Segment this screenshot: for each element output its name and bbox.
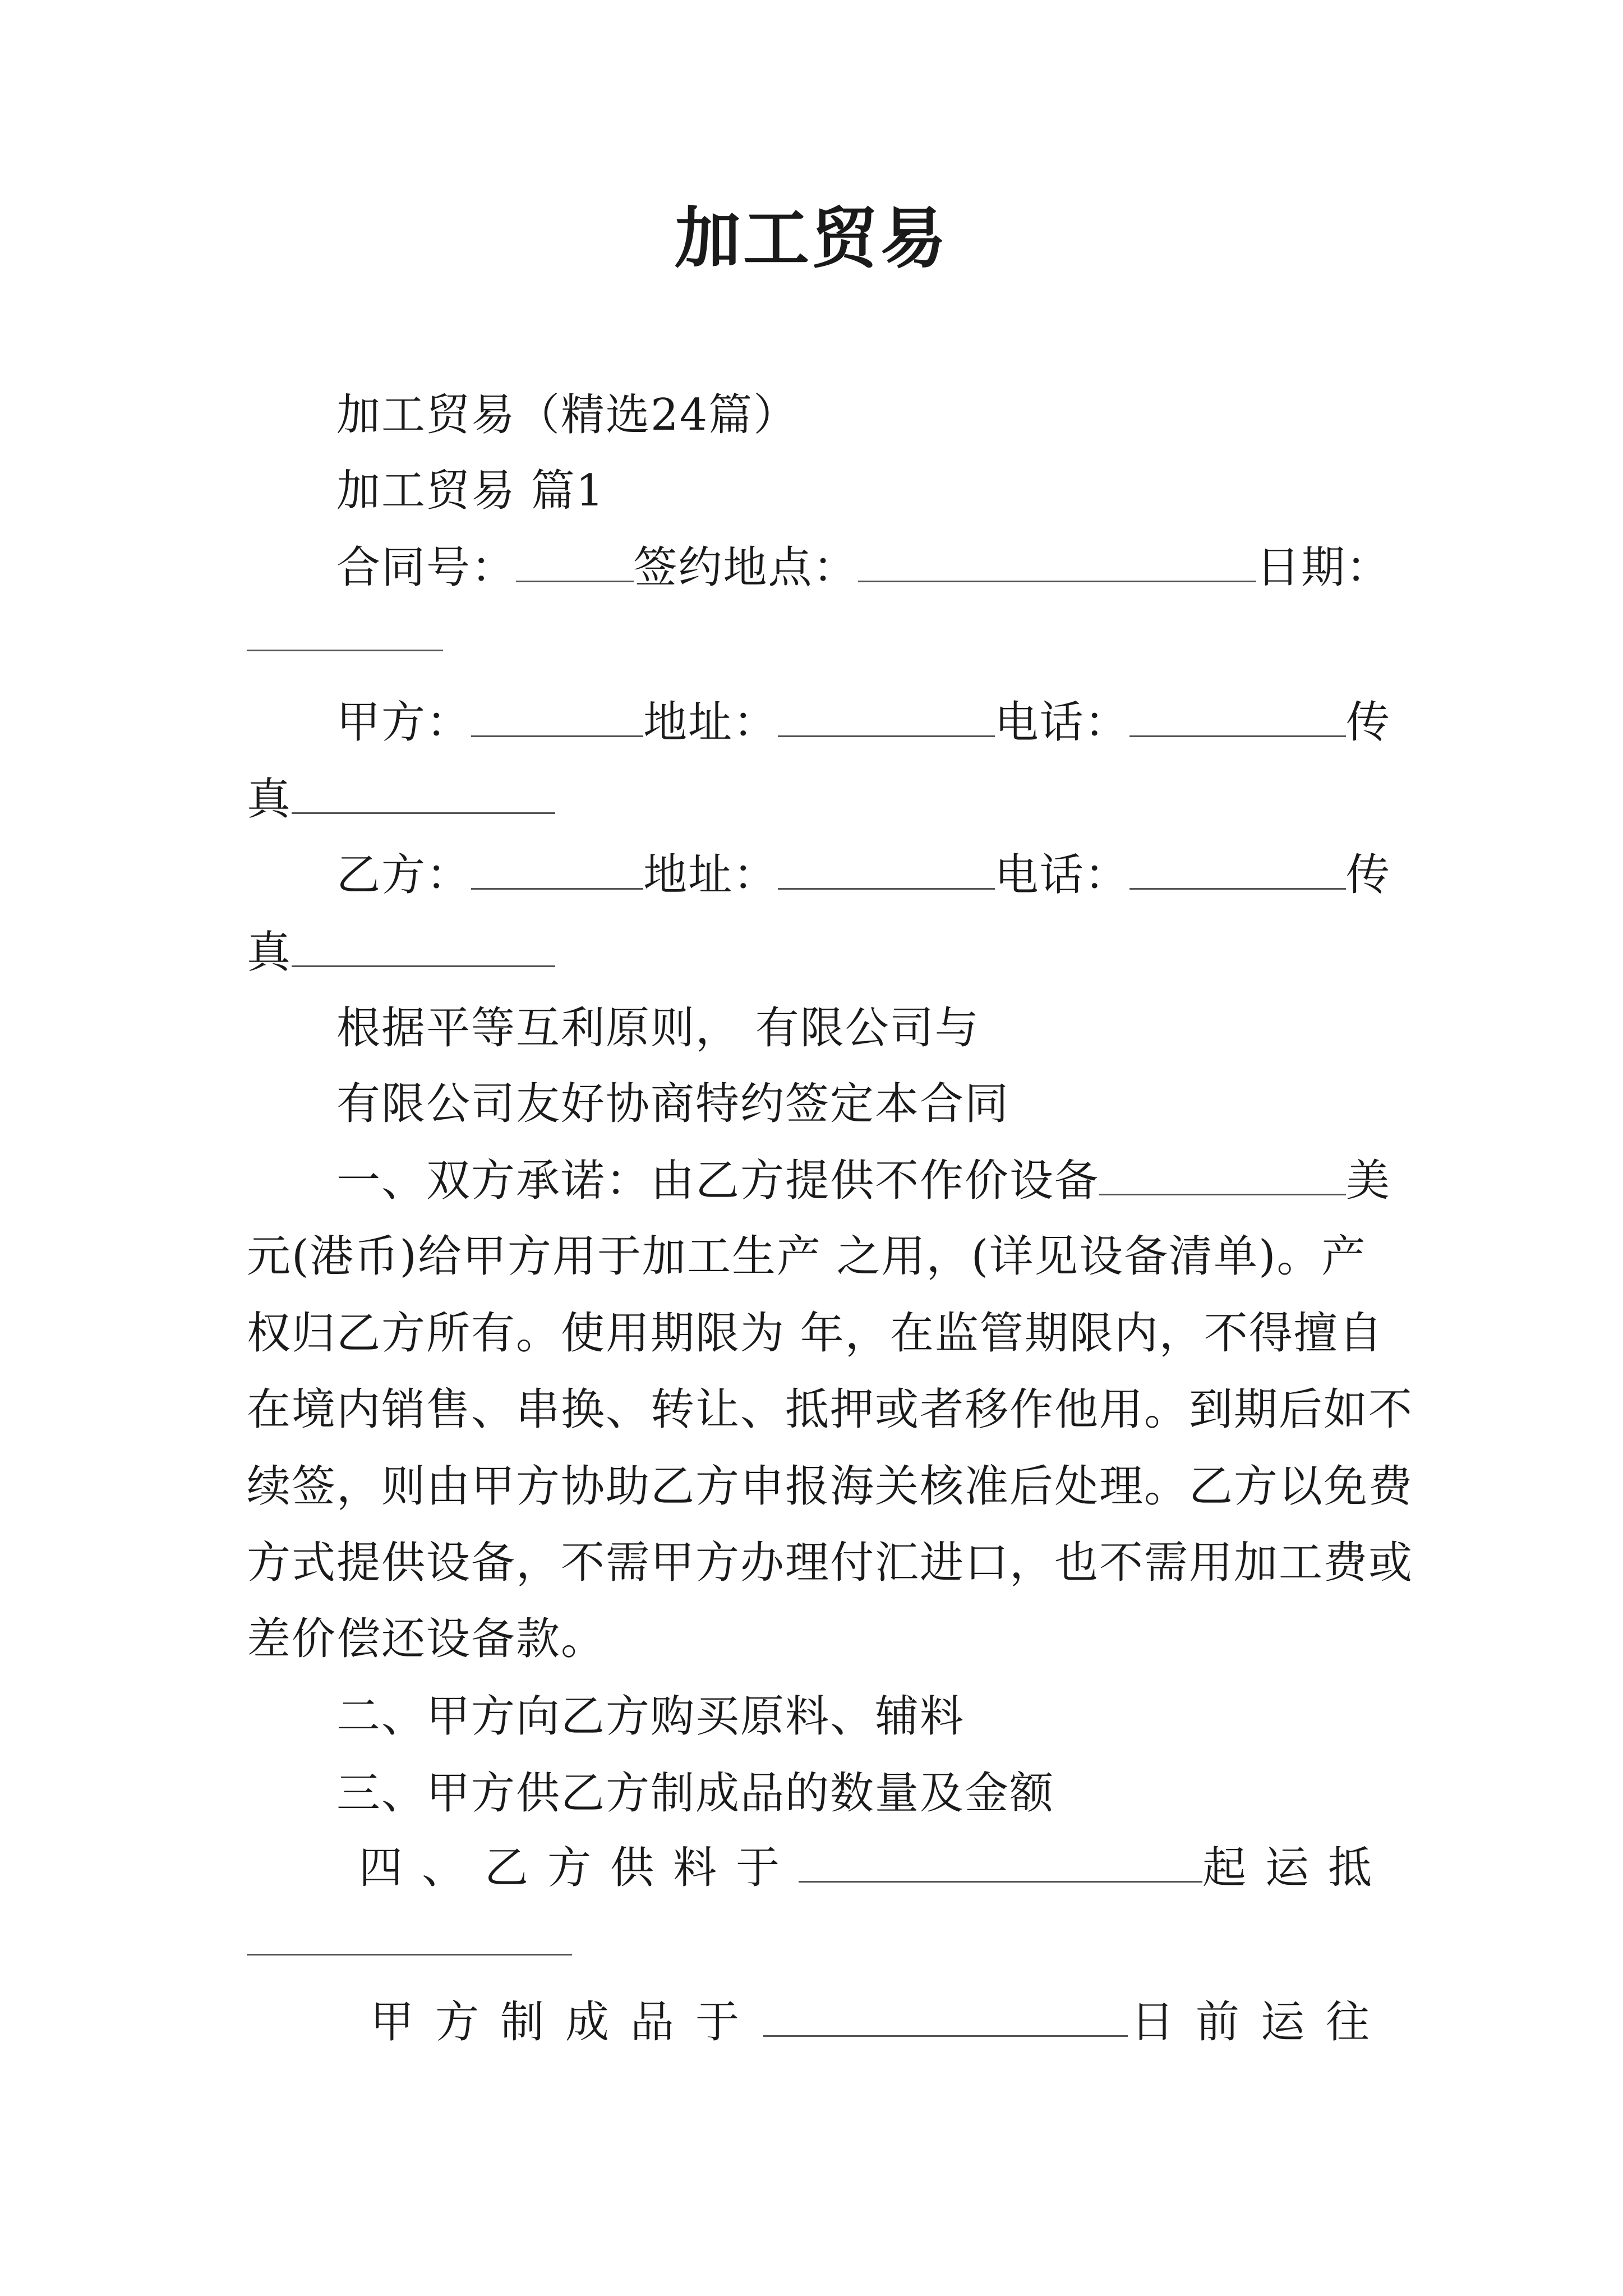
clause2-line: 二、甲方向乙方购买原料、辅料	[336, 1691, 965, 1742]
clause4-line	[359, 1840, 1391, 1896]
sign-place-label: 签约地点：	[633, 542, 858, 593]
party-a-fax-line	[247, 771, 1391, 827]
party-a-fax-blank	[292, 772, 555, 814]
party-b-fax-line	[247, 924, 1391, 981]
clause1-line-1	[336, 1153, 1391, 1209]
clause1-line-4: 在境内销售、串换、转让、抵押或者移作他用。到期后如不	[247, 1384, 1414, 1435]
party-a-line	[336, 694, 1391, 751]
clause1-text-b: 美	[1345, 1156, 1391, 1206]
date-blank	[247, 609, 443, 651]
clause4-continue-line	[247, 1913, 1391, 1969]
subtitle: 加工贸易（精选24篇）	[336, 390, 799, 440]
clause1-line-7: 差价偿还设备款。	[247, 1614, 606, 1664]
clause4-place-blank	[799, 1841, 1202, 1883]
clause3-line: 三、甲方供乙方制成品的数量及金额	[336, 1768, 1055, 1819]
party-b-address-blank	[778, 848, 994, 890]
clause4-dest-blank	[247, 1913, 572, 1955]
clause1-line-3: 权归乙方所有。使用期限为 年，在监管期限内，不得擅自	[247, 1308, 1384, 1359]
date-label: 日期：	[1256, 542, 1391, 593]
date-blank-line	[247, 609, 1391, 665]
contract-info-line	[336, 540, 1391, 596]
document-title: 加工贸易	[674, 199, 948, 277]
party-b-fax-label-2: 真	[247, 927, 292, 978]
intro-line-1: 根据平等互利原则， 有限公司与	[336, 1003, 980, 1053]
party-b-phone-blank	[1129, 848, 1346, 890]
party-a-phone-blank	[1129, 695, 1346, 737]
clause1-text-a: 一、双方承诺：由乙方提供不作价设备	[336, 1156, 1100, 1206]
clause1-line-5: 续签，则由甲方协助乙方申报海关核准后处理。乙方以免费	[247, 1461, 1414, 1512]
sign-place-blank	[858, 540, 1256, 582]
clause4-text-b: 起运抵	[1202, 1843, 1391, 1893]
intro-line-2: 有限公司友好协商特约签定本合同	[336, 1079, 1010, 1129]
party-a-phone-label: 电话：	[994, 697, 1129, 748]
clause5-text-b: 日前运往	[1130, 1997, 1391, 2047]
clause1-amount-blank	[1099, 1153, 1346, 1195]
contract-no-label: 合同号：	[336, 542, 517, 593]
clause5-date-blank	[763, 1995, 1128, 2037]
party-a-blank	[471, 695, 643, 737]
party-b-phone-label: 电话：	[994, 850, 1129, 900]
party-b-address-label: 地址：	[643, 850, 778, 900]
contract-no-blank	[516, 540, 634, 582]
party-a-label: 甲方：	[336, 697, 472, 748]
clause5-line	[370, 1994, 1391, 2050]
section-heading: 加工贸易 篇1	[336, 466, 605, 516]
clause1-line-2: 元(港币)给甲方用于加工生产 之用，(详见设备清单)。产	[247, 1231, 1367, 1282]
party-b-fax-blank	[292, 925, 555, 967]
party-a-fax-label-2: 真	[247, 774, 292, 825]
clause5-text-a: 甲方制成品于	[370, 1997, 761, 2047]
clause1-line-6: 方式提供设备，不需甲方办理付汇进口，也不需用加工费或	[247, 1538, 1414, 1588]
party-b-fax-label-1: 传	[1346, 850, 1391, 900]
party-a-address-label: 地址：	[643, 697, 778, 748]
party-a-address-blank	[778, 695, 994, 737]
party-b-label: 乙方：	[336, 850, 472, 900]
party-b-blank	[471, 848, 643, 890]
party-a-fax-label-1: 传	[1346, 697, 1391, 748]
party-b-line	[336, 847, 1391, 903]
clause4-text-a: 四、乙方供料于	[359, 1843, 799, 1893]
